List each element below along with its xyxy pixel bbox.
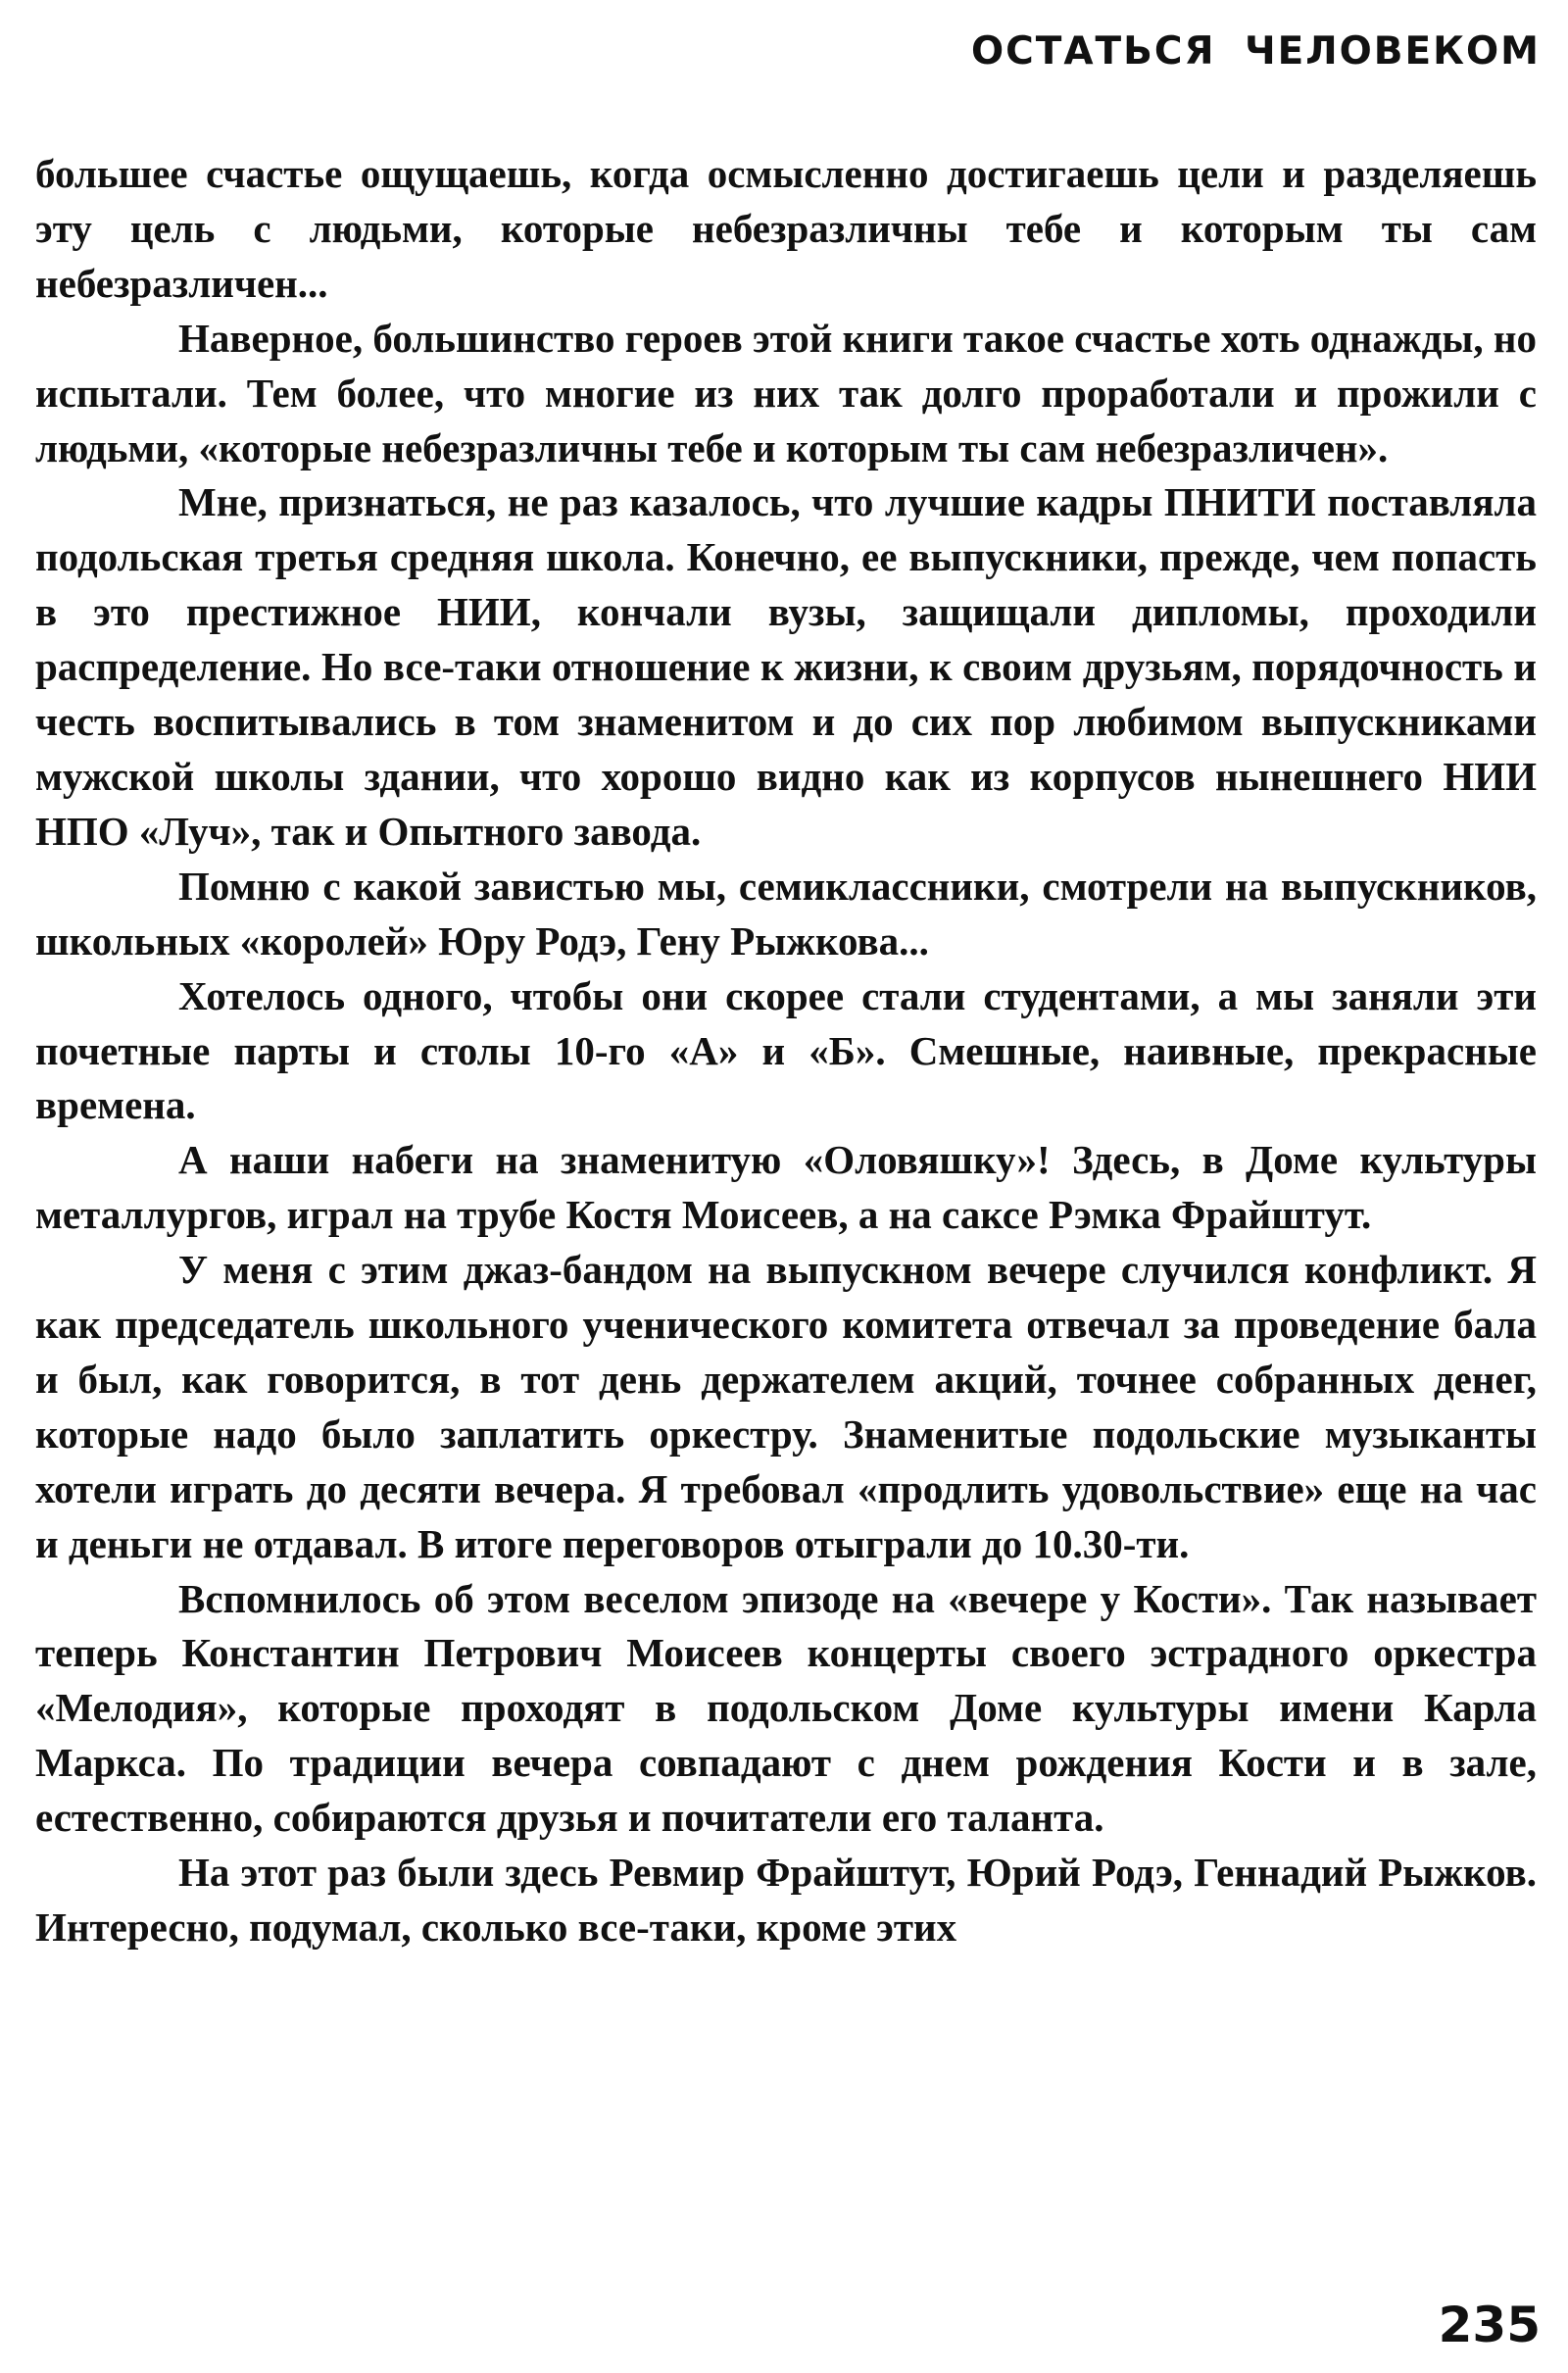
paragraph: А наши набеги на знаменитую «Оловяшку»! Здесь, в Доме культуры металлургов, играл на трубе Костя Моисеев, а на саксе Рэмка Фрайштут. bbox=[35, 1137, 1537, 1238]
paragraph: Мне, признаться, не раз казалось, что лучшие кадры ПНИТИ поставляла подольская третья средняя школа. Конечно, ее выпускники, прежде, чем попасть в это престижное НИИ, кончали вузы, защищали дипломы, проходили распределение. Но все-таки отношение к жизни, к своим друзьям, порядочность и честь воспитывались в том знаменитом и до сих пор любимом выпускниками мужской школы здании, что хорошо видно как из корпусов нынешнего НИИ НПО «Луч», так и Опытного завода. bbox=[35, 479, 1537, 854]
paragraph: большее счастье ощущаешь, когда осмысленно достигаешь цели и разделяешь эту цель с людьми, которые небезразличны тебе и которым ты сам небезразличен... bbox=[35, 151, 1537, 306]
paragraph: У меня с этим джаз-бандом на выпускном вечере случился конфликт. Я как председатель школьного ученического комитета отвечал за проведение бала и был, как говорится, в тот день держателем акций, точнее собранных денег, которые надо было заплатить оркестру. Знаменитые подольские музыканты хотели играть до десяти вечера. Я требовал «продлить удовольствие» еще на час и деньги не отдавал. В итоге переговоров отыграли до 10.30-ти. bbox=[35, 1247, 1537, 1566]
page-body-text bbox=[35, 147, 1537, 1955]
running-head: ОСТАТЬСЯ ЧЕЛОВЕКОМ bbox=[970, 29, 1541, 74]
page-number: 235 bbox=[1438, 2297, 1541, 2353]
paragraph: Хотелось одного, чтобы они скорее стали студентами, а мы заняли эти почетные парты и столы 10-го «А» и «Б». Смешные, наивные, прекрасные времена. bbox=[35, 972, 1537, 1128]
paragraph: Вспомнилось об этом веселом эпизоде на «вечере у Кости». Так называет теперь Константин Петрович Моисеев концерты своего эстрадного оркестра «Мелодия», которые проходят в подольском Доме культуры имени Карла Маркса. По традиции вечера совпадают с днем рождения Кости и в зале, естественно, собираются друзья и почитатели его таланта. bbox=[35, 1575, 1537, 1841]
paragraph: На этот раз были здесь Ревмир Фрайштут, Юрий Родэ, Геннадий Рыжков. Интересно, подумал, сколько все-таки, кроме этих bbox=[35, 1850, 1537, 1950]
paragraph: Помню с какой завистью мы, семиклассники, смотрели на выпускников, школьных «королей» Юру Родэ, Гену Рыжкова... bbox=[35, 863, 1537, 964]
paragraph: Наверное, большинство героев этой книги такое счастье хоть однажды, но испытали. Тем более, что многие из них так долго проработали и прожили с людьми, «которые небезразличны тебе и которым ты сам небезразличен». bbox=[35, 315, 1537, 470]
